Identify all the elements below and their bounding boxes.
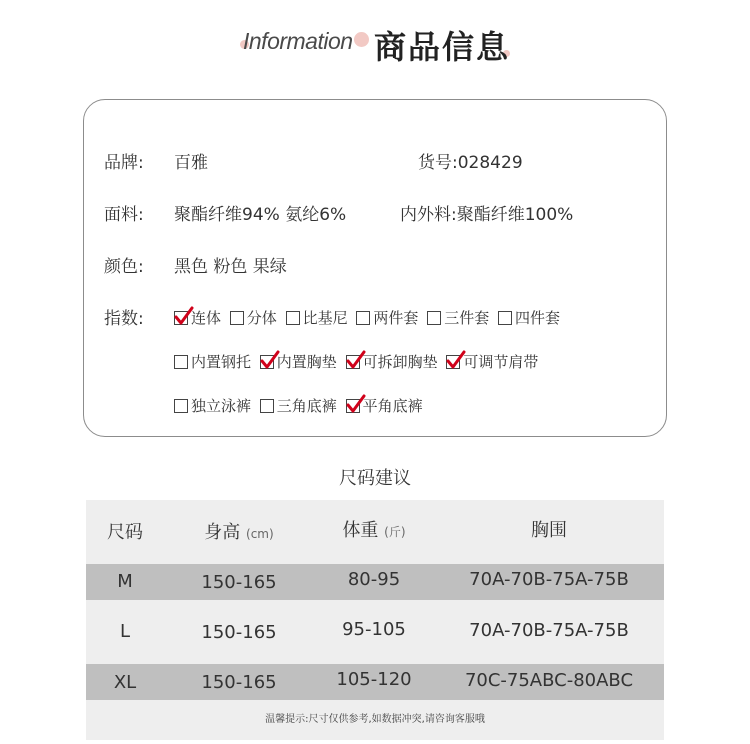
sku-label: 货号: (418, 153, 458, 173)
option-4set[interactable]: 四件套 (498, 307, 560, 328)
option-brief-bottom[interactable]: 三角底裤 (260, 395, 337, 416)
decor-dot (354, 32, 369, 47)
sku-row (418, 148, 523, 173)
sku-value: 028429 (457, 153, 523, 173)
checkbox[interactable] (346, 355, 360, 369)
cell-weight: 80-95 (347, 569, 401, 590)
cell-weight: 105-120 (336, 669, 412, 690)
option-twopiece[interactable]: 分体 (230, 307, 277, 328)
cell-bust: 70A-70B-75A-75B (469, 569, 629, 590)
option-separate-bottom[interactable]: 独立泳裤 (174, 395, 251, 416)
checkbox[interactable] (174, 399, 188, 413)
table-header-row (86, 500, 664, 564)
table-row (86, 664, 664, 700)
title-en: Information (243, 28, 353, 54)
brand-value: 百雅 (174, 153, 208, 173)
size-note: 温馨提示:尺寸仅供参考,如数据冲突,请咨询客服哦 (86, 700, 664, 740)
check-mark-icon (346, 350, 366, 370)
lining-label: 内外料: (400, 205, 457, 225)
size-table (86, 500, 664, 700)
color-label: 颜色: (104, 257, 144, 277)
cell-bust: 70C-75ABC-80ABC (464, 670, 634, 691)
checkbox[interactable] (230, 311, 244, 325)
checkbox[interactable] (446, 355, 460, 369)
cell-size: M (117, 571, 133, 592)
checkbox[interactable] (346, 399, 360, 413)
product-info-box (83, 99, 667, 437)
index-label: 指数: (104, 309, 144, 329)
option-bikini[interactable]: 比基尼 (286, 307, 348, 328)
header-bust: 胸围 (531, 520, 567, 541)
table-row (86, 564, 664, 600)
checkbox[interactable] (286, 311, 300, 325)
option-onepiece[interactable]: 连体 (174, 307, 221, 328)
checkbox[interactable] (174, 311, 188, 325)
option-line-1 (174, 307, 564, 329)
color-row (104, 252, 287, 277)
check-mark-icon (346, 394, 366, 414)
header-weight: 体重 (斤) (342, 520, 406, 541)
checkbox[interactable] (260, 355, 274, 369)
index-row (104, 304, 174, 329)
table-row (86, 600, 664, 664)
checkbox[interactable] (427, 311, 441, 325)
lining-value: 聚酯纤维100% (456, 205, 574, 225)
option-line-2 (174, 351, 542, 373)
checkbox[interactable] (174, 355, 188, 369)
option-line-3 (174, 395, 427, 417)
lining-row (400, 200, 573, 225)
cell-height: 150-165 (201, 672, 277, 693)
option-builtin-pad[interactable]: 内置胸垫 (260, 351, 337, 372)
brand-row (104, 148, 208, 173)
option-adjustable-strap[interactable]: 可调节肩带 (446, 351, 538, 372)
cell-height: 150-165 (201, 622, 277, 643)
fabric-row (104, 200, 346, 225)
check-mark-icon (260, 350, 280, 370)
check-mark-icon (446, 350, 466, 370)
title-cn: 商品信息 (374, 28, 511, 66)
option-3set[interactable]: 三件套 (427, 307, 489, 328)
checkbox[interactable] (260, 399, 274, 413)
cell-size: XL (113, 672, 137, 693)
fabric-value: 聚酯纤维94% 氨纶6% (174, 205, 347, 225)
color-value: 黑色 粉色 果绿 (174, 257, 287, 277)
cell-size: L (119, 621, 131, 642)
checkbox[interactable] (498, 311, 512, 325)
header-height: 身高 (cm) (204, 522, 274, 543)
check-mark-icon (174, 306, 194, 326)
cell-height: 150-165 (201, 572, 277, 593)
page-header (0, 20, 750, 64)
option-removable-pad[interactable]: 可拆卸胸垫 (346, 351, 438, 372)
option-2set[interactable]: 两件套 (356, 307, 418, 328)
cell-bust: 70A-70B-75A-75B (469, 620, 629, 641)
fabric-label: 面料: (104, 205, 144, 225)
option-boyshort-bottom[interactable]: 平角底裤 (346, 395, 423, 416)
checkbox[interactable] (356, 311, 370, 325)
header-size: 尺码 (107, 522, 143, 543)
brand-label: 品牌: (104, 153, 144, 173)
size-table-title: 尺码建议 (339, 468, 411, 489)
option-underwire[interactable]: 内置钢托 (174, 351, 251, 372)
cell-weight: 95-105 (342, 619, 406, 640)
